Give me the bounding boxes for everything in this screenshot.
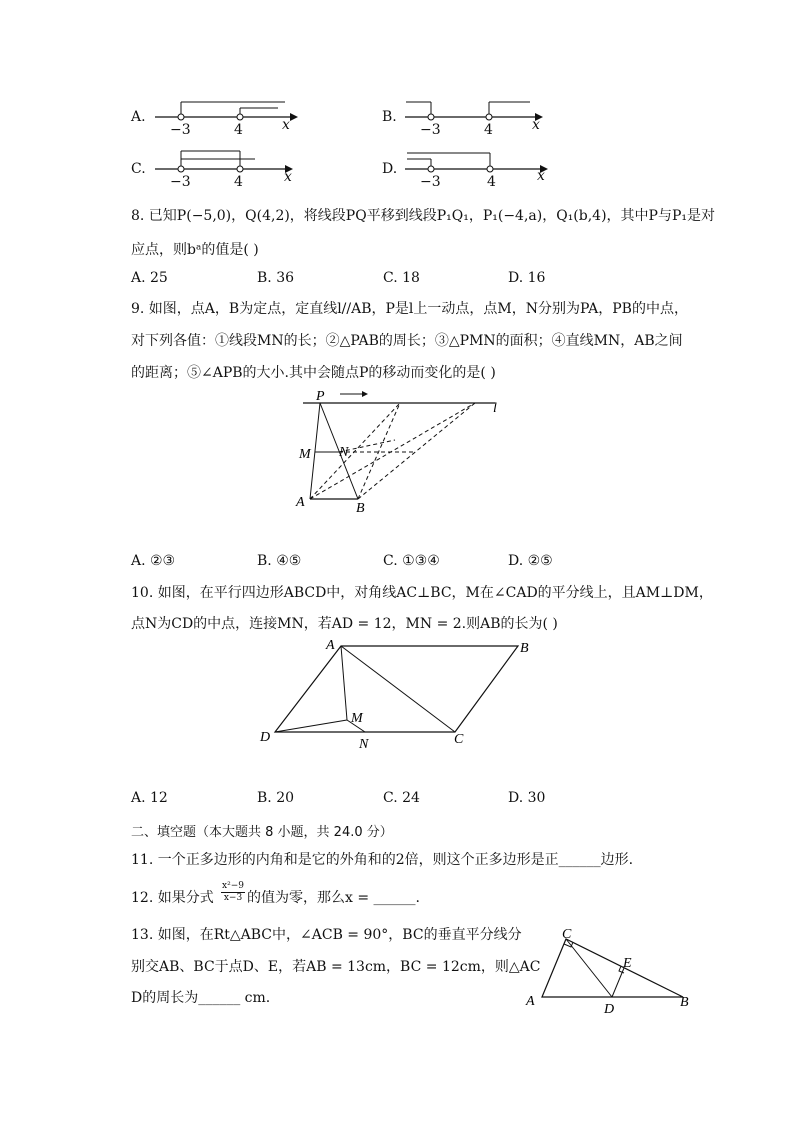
q9-label-m: M: [299, 447, 311, 462]
q8-option-d: D. 16: [508, 270, 546, 286]
q12-prefix: 12. 如果分式: [131, 890, 214, 906]
q9-option-c: C. ①③④: [383, 553, 440, 569]
q7-option-d-letter: D.: [382, 161, 398, 177]
q10-label-b: B: [520, 641, 529, 656]
q7-d-tick-minus3: −3: [420, 174, 441, 190]
q10-stem-line2: 点N为CD的中点，连接MN，若AD = 12，MN = 2.则AB的长为( ): [131, 616, 558, 632]
q9-option-a: A. ②③: [131, 553, 176, 569]
q13-label-a: A: [526, 994, 535, 1009]
q9-option-b: B. ④⑤: [257, 553, 302, 569]
q7-a-tick-minus3: −3: [170, 122, 191, 138]
q9-stem-line3: 的距离；⑤∠APB的大小.其中会随点P的移动而变化的是( ): [131, 365, 496, 381]
q10-label-c: C: [454, 732, 464, 747]
q9-stem-line2: 对下列各值：①线段MN的长；②△PAB的周长；③△PMN的面积；④直线MN，AB之间: [131, 333, 683, 349]
q12-suffix: 的值为零，那么x = ______.: [247, 890, 420, 906]
q13-label-c: C: [562, 927, 572, 942]
q7-option-b-letter: B.: [382, 109, 397, 125]
q10-option-a: A. 12: [131, 790, 168, 806]
q10-figure: [252, 632, 542, 757]
q10-option-c: C. 24: [383, 790, 420, 806]
q9-label-l: l: [493, 401, 497, 416]
q7-c-tick-4: 4: [234, 174, 243, 190]
q9-label-b: B: [356, 501, 365, 516]
q7-b-axis-label: x: [532, 117, 540, 133]
q7-c-tick-minus3: −3: [170, 174, 191, 190]
q9-label-n: N: [339, 445, 349, 460]
q10-option-d: D. 30: [508, 790, 546, 806]
q10-label-n: N: [359, 737, 369, 752]
q9-stem-line1: 9. 如图，点A，B为定点，定直线l//AB，P是l上一动点，点M，N分别为PA，PB的中点，: [131, 301, 688, 317]
q10-label-d: D: [260, 730, 271, 745]
q7-b-tick-minus3: −3: [420, 122, 441, 138]
q9-figure: [290, 385, 510, 520]
q10-label-a: A: [326, 638, 335, 653]
q7-b-tick-4: 4: [484, 122, 493, 138]
q9-label-a: A: [296, 495, 305, 510]
q7-d-tick-4: 4: [487, 174, 496, 190]
q13-label-b: B: [680, 995, 689, 1010]
q13-stem-line2: 别交AB、BC于点D、E，若AB = 13cm，BC = 12cm，则△AC: [131, 959, 541, 975]
q9-option-d: D. ②⑤: [508, 553, 553, 569]
q7-c-axis-label: x: [284, 169, 292, 185]
q7-a-axis-label: x: [282, 117, 290, 133]
q10-option-b: B. 20: [257, 790, 295, 806]
q13-label-d: D: [604, 1002, 615, 1017]
q7-d-axis-label: x: [537, 168, 545, 184]
q8-option-b: B. 36: [257, 270, 295, 286]
q13-figure: [520, 922, 700, 1020]
q11-stem: 11. 一个正多边形的内角和是它的外角和的2倍，则这个正多边形是正______边形.: [131, 852, 634, 868]
q13-stem-line3: D的周长为______ cm.: [131, 990, 271, 1006]
q12-denominator: x−3: [223, 893, 243, 903]
q7-a-tick-4: 4: [234, 122, 243, 138]
q12-numerator: x²−9: [222, 881, 244, 891]
q13-stem-line1: 13. 如图，在Rt△ABC中，∠ACB = 90°，BC的垂直平分线分: [131, 927, 522, 943]
q8-stem-line2: 应点，则bᵃ的值是( ): [131, 242, 259, 258]
q7-option-c-letter: C.: [131, 161, 146, 177]
q9-label-p: P: [316, 389, 325, 404]
q12-fraction: [221, 881, 245, 904]
section-heading-fill-in: 二、填空题（本大题共 8 小题，共 24.0 分）: [131, 825, 393, 840]
q8-option-a: A. 25: [131, 270, 168, 286]
q7-option-a-letter: A.: [131, 109, 146, 125]
q8-option-c: C. 18: [383, 270, 420, 286]
q13-label-e: E: [623, 956, 632, 971]
q10-label-m: M: [351, 711, 363, 726]
q10-stem-line1: 10. 如图，在平行四边形ABCD中，对角线AC⊥BC，M在∠CAD的平分线上，且AM⊥DM，: [131, 585, 713, 601]
q8-stem-line1: 8. 已知P(−5,0)，Q(4,2)，将线段PQ平移到线段P₁Q₁，P₁(−4,a)，Q₁(b,4)，其中P与P₁是对: [131, 208, 716, 224]
